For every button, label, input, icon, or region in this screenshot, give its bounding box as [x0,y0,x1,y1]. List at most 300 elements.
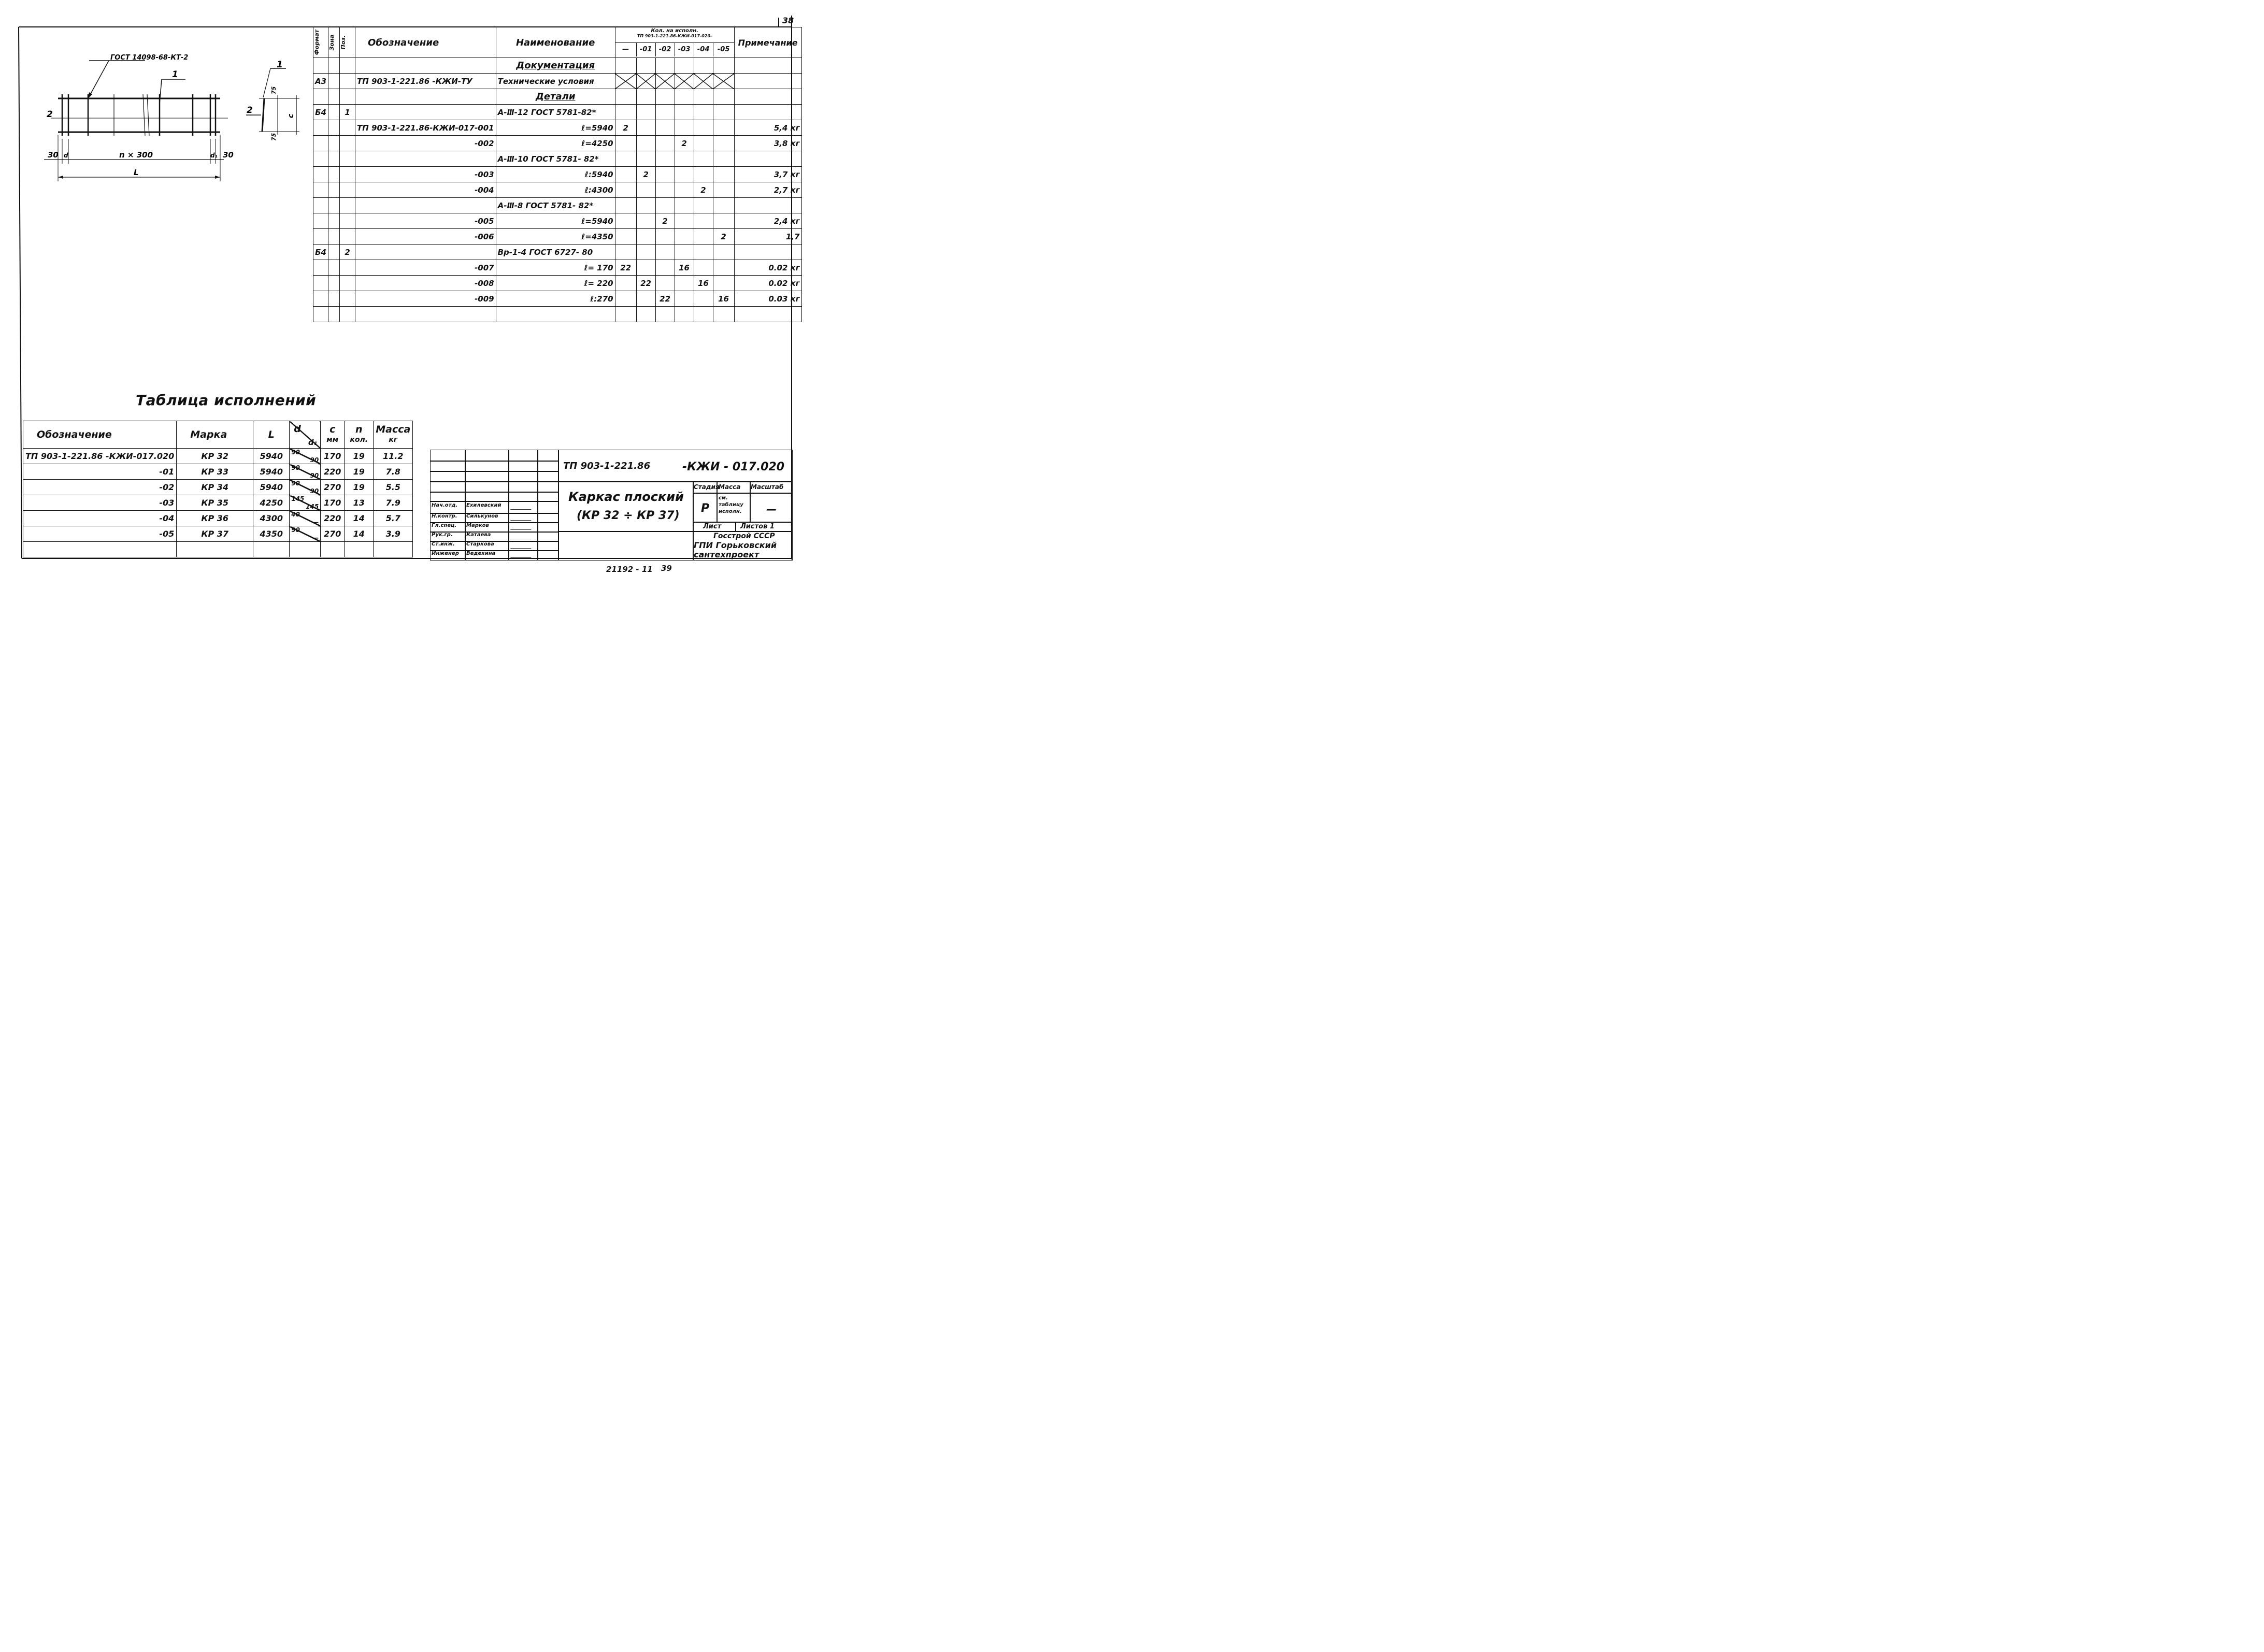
exec-mark-cell: КР 32 [177,449,253,464]
exec-n-cell [345,542,374,557]
spec-qty-cell [636,89,655,105]
exec-L-cell: 4300 [253,511,290,526]
exec-designation-cell: ТП 903-1-221.86 -КЖИ-017.020 [23,449,177,464]
spec-designation-cell [355,307,496,322]
spec-qty-cell [694,307,713,322]
spec-note-cell: 2,4 кг [734,213,801,229]
spec-row [313,120,802,136]
spec-pos-cell [340,198,355,213]
spec-pos-cell [340,151,355,167]
spec-qty-cell [615,58,636,74]
exec-n-cell: 19 [345,449,374,464]
spec-note-cell: 2,7 кг [734,182,801,198]
spec-name-cell: ℓ:4300 [496,182,615,198]
spec-qty-cell [615,151,636,167]
page-number: 38 [782,16,794,25]
spec-row [313,291,802,307]
sheets-label: Листов 1 [740,523,775,530]
spec-name-cell: A-Ⅲ-8 ГОСТ 5781- 82* [496,198,615,213]
spec-qty-cell [636,213,655,229]
spec-qty-cell [694,151,713,167]
header-quantity [615,27,734,58]
exec-mass-cell: 7.9 [374,495,413,511]
exec-header-c: c мм [321,421,345,449]
section-position-2: 2 [247,105,253,116]
exec-mass-cell [374,542,413,557]
exec-mark-cell: КР 37 [177,526,253,542]
spec-row [313,307,802,322]
spec-qty-cell [675,276,694,291]
spec-designation-cell: ТП 903-1-221.86-КЖИ-017-001 [355,120,496,136]
exec-L-cell: 4350 [253,526,290,542]
exec-d-cell [290,480,321,495]
spec-qty-cell [615,74,636,89]
spec-qty-cell [675,198,694,213]
spec-qty-cell [636,229,655,245]
drawing-sheet [0,0,812,593]
spec-row [313,136,802,151]
spec-qty-cell [713,276,734,291]
spec-qty-cell [694,74,713,89]
exec-d-cell [290,495,321,511]
spec-qty-cell [713,151,734,167]
signature-mark [510,504,533,510]
spec-qty-cell [694,167,713,182]
spec-zone-cell [328,151,340,167]
spec-qty-cell [713,213,734,229]
spec-name-cell: Технические условия [496,74,615,89]
spec-qty-cell [655,198,675,213]
org-line1: Госстрой СССР [713,532,775,540]
spec-qty-cell [636,58,655,74]
spec-qty-cell [615,213,636,229]
spec-zone-cell [328,198,340,213]
spec-pos-cell [340,291,355,307]
exec-d-cell [290,464,321,480]
spec-qty-cell: 2 [694,182,713,198]
staff-name: Марков [466,523,489,528]
org-line2: ГПИ Горьковский [694,540,777,550]
exec-row [23,542,413,557]
spec-row [313,182,802,198]
scale-value: — [766,503,777,515]
exec-header-d [290,421,321,449]
spec-row [313,198,802,213]
spec-qty-cell [655,89,675,105]
archive-number: 21192 - 11 [606,565,653,574]
spec-qty-cell [636,151,655,167]
spec-note-cell [734,105,801,120]
exec-mass-cell: 5.5 [374,480,413,495]
cross-section-drawing [243,57,300,145]
spec-note-cell [734,307,801,322]
exec-d1-value: 90 [310,472,319,479]
spec-row [313,74,802,89]
spec-qty-cell [694,89,713,105]
exec-n-cell: 13 [345,495,374,511]
spec-zone-cell [328,291,340,307]
spec-row [313,89,802,105]
qty-col-03: -03 [675,43,694,56]
spec-designation-cell [355,198,496,213]
spec-qty-cell [655,182,675,198]
spec-name-cell: A-Ⅲ-10 ГОСТ 5781- 82* [496,151,615,167]
signature-mark [510,515,533,521]
spec-qty-cell [636,105,655,120]
spec-qty-cell [713,136,734,151]
spec-format-cell [313,198,328,213]
exec-designation-cell: -02 [23,480,177,495]
spec-pos-cell [340,213,355,229]
qty-col-base: — [615,43,637,56]
spec-row [313,245,802,260]
spec-qty-cell [655,276,675,291]
spec-zone-cell [328,182,340,198]
spec-qty-cell [636,245,655,260]
staff-role: Рук.гр. [432,532,453,538]
exec-mark-cell: КР 34 [177,480,253,495]
exec-mark-cell: КР 33 [177,464,253,480]
spec-pos-cell [340,182,355,198]
org-line3: сантехпроект [694,550,760,559]
staff-name: Ведехина [466,551,496,556]
spec-name-cell: ℓ=5940 [496,213,615,229]
exec-designation-cell: -01 [23,464,177,480]
spec-zone-cell [328,307,340,322]
spec-format-cell [313,260,328,276]
spec-qty-cell: 22 [655,291,675,307]
spec-name-cell: ℓ= 170 [496,260,615,276]
spec-name-cell: ℓ= 220 [496,276,615,291]
spec-designation-cell: -002 [355,136,496,151]
spec-qty-cell [615,307,636,322]
spec-note-cell: 0.02 кг [734,260,801,276]
spec-zone-cell [328,58,340,74]
exec-L-cell: 5940 [253,480,290,495]
header-format: Формат [313,27,328,58]
mass-value: см. таблицу исполн. [719,495,743,514]
exec-c-cell: 170 [321,495,345,511]
exec-header-mark: Марка [177,421,253,449]
spec-designation-cell [355,105,496,120]
staff-role: Ст.инж. [432,541,455,547]
spec-zone-cell [328,245,340,260]
spec-qty-cell: 22 [636,276,655,291]
spec-format-cell [313,167,328,182]
signature-mark [510,543,533,549]
spec-qty-cell [615,198,636,213]
spec-format-cell [313,151,328,167]
spec-qty-cell [636,260,655,276]
spec-zone-cell [328,276,340,291]
exec-n-cell: 14 [345,511,374,526]
exec-d-value: 40 [291,511,300,518]
exec-designation-cell: -03 [23,495,177,511]
spec-qty-cell: 16 [713,291,734,307]
exec-row [23,464,413,480]
section-dim-c: c [287,113,295,118]
spec-qty-cell [675,74,694,89]
spec-qty-cell [694,213,713,229]
spec-designation-cell [355,151,496,167]
spec-designation-cell: -003 [355,167,496,182]
spec-format-cell [313,89,328,105]
spec-qty-cell [636,307,655,322]
spec-qty-cell [655,229,675,245]
qty-col-05: -05 [717,46,730,53]
staff-role: Н.контр. [432,513,457,519]
spec-qty-cell [615,167,636,182]
signature-mark [510,534,533,539]
spec-note-cell [734,58,801,74]
spec-note-cell [734,89,801,105]
exec-mass-cell: 7.8 [374,464,413,480]
spec-row [313,276,802,291]
spec-qty-cell [675,151,694,167]
spec-pos-cell [340,167,355,182]
spec-qty-cell [713,105,734,120]
exec-c-cell: 270 [321,480,345,495]
spec-zone-cell [328,89,340,105]
header-designation: Обозначение [355,27,496,58]
spec-pos-cell [340,229,355,245]
exec-L-cell [253,542,290,557]
header-pos: Поз. [340,27,355,58]
spec-note-cell: 0.02 кг [734,276,801,291]
exec-L-cell: 5940 [253,464,290,480]
exec-header-d-top: d [294,423,301,435]
exec-mark-cell: КР 36 [177,511,253,526]
spec-format-cell: Б4 [313,245,328,260]
spec-qty-cell [636,182,655,198]
title-block [430,450,793,561]
exec-row [23,480,413,495]
spec-qty-cell [713,120,734,136]
spec-qty-cell [615,136,636,151]
spec-designation-cell: -008 [355,276,496,291]
spec-qty-cell [694,136,713,151]
scale-label: Масштаб [751,483,784,491]
spec-qty-cell [713,198,734,213]
exec-header-L: L [253,421,290,449]
spec-qty-cell [675,291,694,307]
spec-note-cell: 3,8 кг [734,136,801,151]
spec-format-cell [313,213,328,229]
spec-qty-cell [713,74,734,89]
stage-label: Стадия [694,483,720,491]
exec-d-cell [290,526,321,542]
header-name: Наименование [496,27,615,58]
staff-name: Силькунов [466,513,498,519]
spec-pos-cell [340,89,355,105]
spec-designation-cell: -006 [355,229,496,245]
spec-qty-cell [675,167,694,182]
exec-mass-cell: 3.9 [374,526,413,542]
exec-c-cell: 220 [321,464,345,480]
exec-c-cell: 170 [321,449,345,464]
exec-n-cell: 19 [345,464,374,480]
spec-pos-cell [340,58,355,74]
spec-name-cell: ℓ=4350 [496,229,615,245]
spec-qty-cell: 2 [713,229,734,245]
exec-mass-cell: 5.7 [374,511,413,526]
exec-c-cell [321,542,345,557]
spec-qty-cell [694,58,713,74]
spec-note-cell: 0.03 кг [734,291,801,307]
exec-mark-cell: КР 35 [177,495,253,511]
spec-qty-cell [655,136,675,151]
spec-pos-cell [340,120,355,136]
spec-format-cell: А3 [313,74,328,89]
dim-d1-right: d₁ [210,152,218,159]
title-name-line1: Каркас плоский [568,490,684,504]
spec-designation-cell [355,58,496,74]
sheet-label: Лист [703,523,722,530]
exec-d-value: 90 [291,464,300,471]
dim-30-left: 30 [48,150,59,160]
spec-row [313,151,802,167]
spec-qty-cell [615,105,636,120]
spec-qty-cell [655,105,675,120]
qty-header-code: ТП 903-1-221.86-КЖИ-017-020- [637,34,712,38]
spec-zone-cell [328,229,340,245]
exec-header-d1: d₁ [308,438,318,447]
exec-d1-value: — [312,534,319,541]
exec-designation-cell [23,542,177,557]
spec-row [313,213,802,229]
spec-pos-cell: 2 [340,245,355,260]
exec-d-cell [290,542,321,557]
title-code-suffix: -КЖИ - 017.020 [682,461,785,473]
spec-qty-cell: 2 [655,213,675,229]
spec-zone-cell [328,260,340,276]
spec-row [313,58,802,74]
exec-n-cell: 19 [345,480,374,495]
spec-name-cell: Детали [496,89,615,105]
spec-qty-cell [615,291,636,307]
exec-n-cell: 14 [345,526,374,542]
section-position-1: 1 [277,60,283,70]
spec-qty-cell [615,229,636,245]
spec-qty-cell [655,260,675,276]
spec-designation-cell: -007 [355,260,496,276]
spec-qty-cell [694,198,713,213]
exec-d1-value: 90 [310,487,319,495]
spec-zone-cell [328,120,340,136]
exec-c-cell: 270 [321,526,345,542]
spec-designation-cell: -009 [355,291,496,307]
exec-d1-value: — [312,519,319,526]
qty-header-top: Кол. на исполн. [651,28,698,34]
exec-row [23,495,413,511]
spec-qty-cell [694,260,713,276]
spec-qty-cell [655,151,675,167]
spec-qty-cell [615,276,636,291]
spec-qty-cell [655,307,675,322]
spec-qty-cell: 22 [615,260,636,276]
spec-note-cell [734,245,801,260]
exec-L-cell: 4250 [253,495,290,511]
exec-d-value: 90 [291,526,300,534]
spec-note-cell: 3,7 кг [734,167,801,182]
exec-d1-value: 90 [310,456,319,464]
spec-qty-cell [675,182,694,198]
spec-pos-cell [340,74,355,89]
exec-d-value: 90 [291,480,300,487]
spec-qty-cell [675,213,694,229]
spec-qty-cell: 16 [694,276,713,291]
exec-designation-cell: -04 [23,511,177,526]
spec-qty-cell [615,245,636,260]
spec-format-cell [313,276,328,291]
execution-body [23,449,413,557]
spec-qty-cell [675,229,694,245]
spec-qty-cell [675,245,694,260]
spec-note-cell: 5,4 кг [734,120,801,136]
spec-row [313,167,802,182]
exec-d-cell [290,511,321,526]
spec-qty-cell: 2 [675,136,694,151]
spec-qty-cell [713,182,734,198]
footer-page: 39 [661,564,672,573]
spec-qty-cell: 2 [636,167,655,182]
spec-name-cell [496,307,615,322]
spec-qty-cell [636,198,655,213]
spec-qty-cell [655,167,675,182]
spec-qty-cell [675,89,694,105]
spec-qty-cell [713,260,734,276]
section-dim-75-bottom: 75 [270,133,277,141]
exec-d-cell [290,449,321,464]
spec-qty-cell [675,120,694,136]
standard-ref-label: ГОСТ 14098-68-КТ-2 [110,54,189,62]
spec-pos-cell: 1 [340,105,355,120]
spec-qty-cell [655,120,675,136]
mass-label: Масса [719,483,741,491]
spec-qty-cell [675,105,694,120]
spec-note-cell [734,151,801,167]
spec-qty-cell [636,136,655,151]
exec-mark-cell [177,542,253,557]
spec-qty-cell [636,291,655,307]
staff-role: Нач.отд. [432,502,458,508]
stage-value: Р [701,502,710,515]
signature-mark [510,524,533,530]
staff-name: Катаева [466,532,491,538]
exec-header-n: n кол. [345,421,374,449]
qty-col-01: -01 [637,43,656,56]
spec-format-cell [313,58,328,74]
signature-mark [510,552,533,558]
staff-role: Инженер [432,551,459,556]
exec-L-cell: 5940 [253,449,290,464]
spec-qty-cell [694,120,713,136]
spec-qty-cell [713,167,734,182]
position-1-label: 1 [172,69,178,80]
dim-L: L [134,168,139,177]
spec-designation-cell: -004 [355,182,496,198]
exec-c-cell: 220 [321,511,345,526]
spec-row [313,105,802,120]
spec-qty-cell: 2 [615,120,636,136]
spec-qty-cell [694,245,713,260]
spec-qty-cell [655,58,675,74]
spec-row [313,229,802,245]
staff-name: Старкова [466,541,494,547]
spec-qty-cell [655,245,675,260]
spec-format-cell [313,120,328,136]
spec-format-cell [313,307,328,322]
